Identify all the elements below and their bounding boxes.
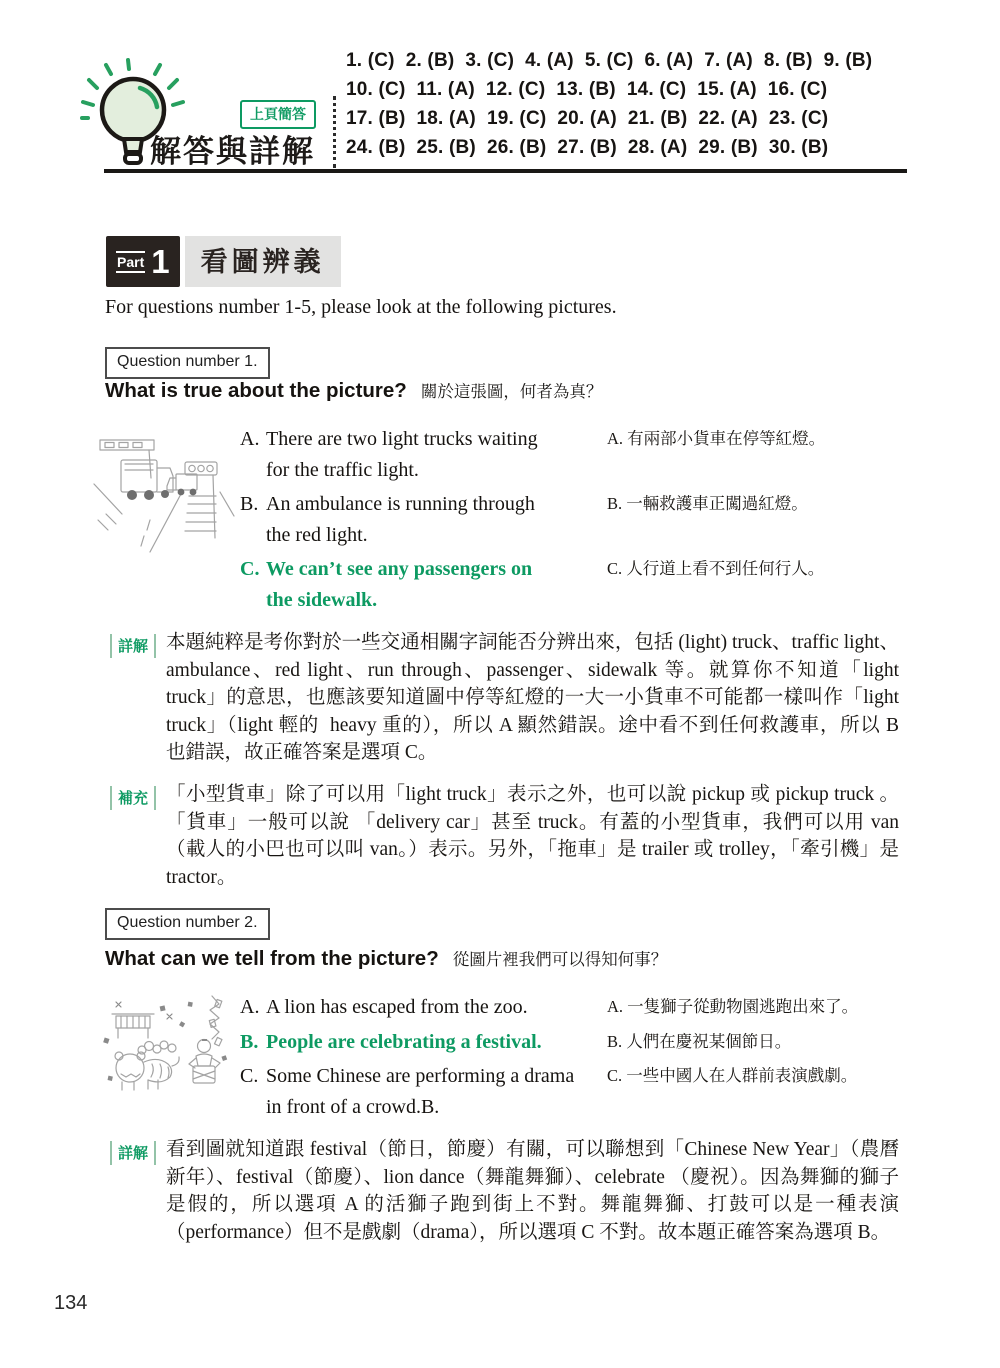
dotted-divider bbox=[333, 96, 336, 168]
answer-item: 9. (B) bbox=[823, 50, 873, 71]
question-1-box-label: Question number 1. bbox=[117, 353, 258, 370]
answer-item: 5. (C) bbox=[584, 50, 634, 71]
answer-row bbox=[346, 134, 916, 163]
question-2-illustration bbox=[92, 986, 237, 1104]
q1-option-a-en: A. There are two light trucks waiting for the traffic light. bbox=[240, 428, 538, 481]
page-number: 134 bbox=[54, 1292, 88, 1314]
q2-option-c bbox=[240, 1061, 905, 1122]
answer-item: 28. (A) bbox=[627, 137, 688, 158]
q1-option-c bbox=[240, 554, 905, 615]
answer-row bbox=[346, 47, 916, 76]
q2-explain-label: 詳解 bbox=[110, 1141, 156, 1165]
answer-grid bbox=[346, 47, 916, 163]
question-2-title bbox=[105, 946, 667, 971]
answer-item: 25. (B) bbox=[416, 137, 476, 158]
answer-item: 23. (C) bbox=[768, 108, 829, 129]
q2-option-a-en: A. A lion has escaped from the zoo. bbox=[240, 996, 528, 1018]
q2-option-b-en: B. People are celebrating a festival. bbox=[240, 1031, 542, 1053]
answer-item: 17. (B) bbox=[346, 108, 406, 129]
q1-explain-text: 本題純粹是考你對於一些交通相關字詞能否分辨出來，包括 (light) truck、traffic light、ambulance、red light、run through、passenger、sidewalk 等。就算你不知道「light truck」的意思，也應該要知道圖中停等紅燈的一大一小貨車不可能都一樣叫作「light truck」（light 輕的 heavy 重的），所以 A 顯然錯誤。途中看不到任何救護車，所以 B 也錯誤，故正確答案是選項 C。 bbox=[166, 632, 904, 764]
answer-item: 30. (B) bbox=[768, 137, 829, 158]
q2-option-a bbox=[240, 992, 905, 1023]
q1-option-a-cn: A. 有兩部小貨車在停等紅燈。 bbox=[607, 429, 826, 448]
answer-item: 8. (B) bbox=[763, 50, 813, 71]
answer-item: 27. (B) bbox=[557, 137, 617, 158]
answer-item: 15. (A) bbox=[697, 79, 757, 100]
answer-item: 22. (A) bbox=[698, 108, 758, 129]
q1-option-a bbox=[240, 424, 905, 485]
q2-option-a-cn: A. 一隻獅子從動物園逃跑出來了。 bbox=[607, 997, 859, 1016]
instructions: For questions number 1-5, please look at the following pictures. bbox=[105, 296, 617, 318]
answer-item: 2. (B) bbox=[405, 50, 455, 71]
q1-option-c-en: C. We can’t see any passengers on the sidewalk. bbox=[240, 558, 533, 611]
q2-option-b bbox=[240, 1027, 905, 1058]
part-word: Part bbox=[116, 251, 145, 273]
answer-item: 29. (B) bbox=[698, 137, 758, 158]
answer-item: 10. (C) bbox=[346, 79, 406, 100]
answer-item: 14. (C) bbox=[626, 79, 687, 100]
answer-item: 16. (C) bbox=[767, 79, 828, 100]
answer-row bbox=[346, 105, 916, 134]
answer-item: 11. (A) bbox=[416, 79, 475, 100]
answer-row bbox=[346, 76, 916, 105]
q1-explain-label: 詳解 bbox=[110, 634, 156, 658]
prev-page-answers-badge: 上頁簡答 bbox=[240, 100, 316, 129]
answer-item: 1. (C) bbox=[346, 50, 395, 71]
part-number: 1 bbox=[151, 243, 170, 280]
q1-supplement-text: 「小型貨車」除了可以用「light truck」表示之外，也可以說 pickup 或 pickup truck 。「貨車」一般可以說 「delivery car」甚至 truck。有蓋的小型貨車，我們可以用 van（載人的小巴也可以叫 van。）表示。另外，「拖車」是 trailer 或 trolley，「牽引機」是 tractor。 bbox=[166, 784, 904, 888]
q1-option-b-cn: B. 一輛救護車正闖過紅燈。 bbox=[607, 494, 808, 513]
header-rule bbox=[104, 169, 907, 173]
q1-supplement-label: 補充 bbox=[110, 786, 156, 810]
answer-item: 3. (C) bbox=[465, 50, 515, 71]
q1-option-b bbox=[240, 489, 905, 550]
question-1-title-en: What is true about the picture? bbox=[105, 379, 407, 402]
section-title: 解答與詳解 bbox=[150, 134, 315, 169]
answer-item: 18. (A) bbox=[416, 108, 476, 129]
answer-item: 7. (A) bbox=[704, 50, 753, 71]
answer-item: 26. (B) bbox=[486, 137, 547, 158]
question-2-title-en: What can we tell from the picture? bbox=[105, 947, 439, 970]
answer-item: 4. (A) bbox=[525, 50, 574, 71]
q2-explain-text: 看到圖就知道跟 festival（節日，節慶）有關，可以聯想到「Chinese New Year」（農曆新年）、festival（節慶）、lion dance（舞龍舞獅）、celebrate （慶祝）。因為舞獅的獅子是假的，所以選項 A 的活獅子跑到街上不對。舞龍舞獅、打鼓可以是一種表演（performance）但不是戲劇（drama），所以選項 C 不對。故本題正確答案為選項 B。 bbox=[166, 1139, 899, 1243]
answer-item: 21. (B) bbox=[627, 108, 688, 129]
part-badge bbox=[106, 236, 180, 287]
answer-item: 20. (A) bbox=[557, 108, 617, 129]
part-header bbox=[106, 236, 341, 287]
answer-item: 13. (B) bbox=[556, 79, 616, 100]
answer-item: 12. (C) bbox=[485, 79, 546, 100]
answer-item: 19. (C) bbox=[486, 108, 547, 129]
question-1-box bbox=[105, 347, 270, 379]
answer-item: 24. (B) bbox=[346, 137, 406, 158]
question-2-title-cn: 從圖片裡我們可以得知何事？ bbox=[452, 950, 668, 969]
question-2-box-label: Question number 2. bbox=[117, 914, 258, 931]
answer-item: 6. (A) bbox=[644, 50, 694, 71]
question-1-title-cn: 關於這張圖，何者為真？ bbox=[420, 382, 603, 401]
part-title: 看圖辨義 bbox=[185, 236, 341, 287]
q1-option-b-en: B. An ambulance is running through the red light. bbox=[240, 493, 535, 546]
question-1-title bbox=[105, 378, 602, 403]
q2-option-c-cn: C. 一些中國人在人群前表演戲劇。 bbox=[607, 1066, 858, 1085]
q2-option-b-cn: B. 人們在慶祝某個節日。 bbox=[607, 1032, 792, 1051]
question-1-illustration bbox=[92, 420, 237, 558]
q2-option-c-en: C. Some Chinese are performing a drama in front of a crowd.B. bbox=[240, 1065, 575, 1118]
q1-option-c-cn: C. 人行道上看不到任何行人。 bbox=[607, 559, 825, 578]
question-2-box bbox=[105, 908, 270, 940]
